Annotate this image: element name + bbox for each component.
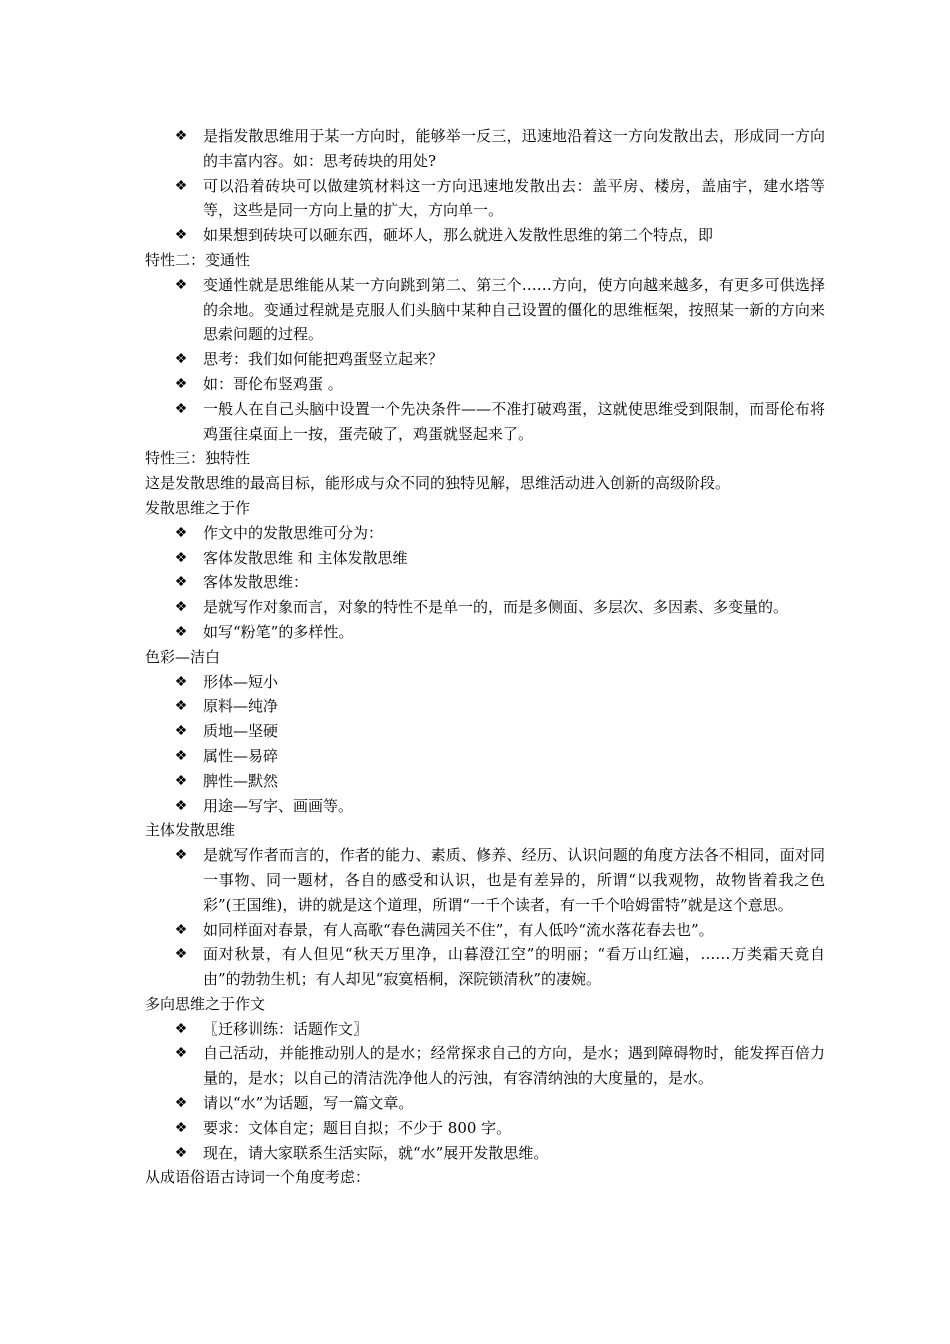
list-item-text: 变通性就是思维能从某一方向跳到第二、第三个……方向，使方向越来越多，有更多可供选择的余地。变通过程就是克服人们头脑中某种自己设置的僵化的思维框架，按照某一新的方向来思索问题的过程。 — [203, 275, 825, 344]
diamond-bullet-icon: ❖ — [174, 1045, 188, 1062]
diamond-bullet-icon: ❖ — [174, 128, 188, 144]
section-heading: 这是发散思维的最高目标，能形成与众不同的独特见解，思维活动进入创新的高级阶段。 — [145, 474, 731, 493]
diamond-bullet-icon: ❖ — [174, 797, 188, 814]
diamond-bullet-icon: ❖ — [174, 698, 188, 715]
list-item — [145, 174, 825, 224]
list-item — [145, 1116, 825, 1141]
diamond-bullet-icon: ❖ — [174, 599, 188, 616]
list-item — [145, 843, 825, 917]
bullet-list — [145, 843, 825, 992]
list-item-text: 客体发散思维： — [203, 573, 309, 592]
bullet-list — [145, 1017, 825, 1166]
list-item — [145, 670, 825, 695]
list-item-text: 要求：文体自定；题目自拟；不少于 800 字。 — [203, 1118, 512, 1137]
list-item-text: 客体发散思维 和 主体发散思维 — [203, 548, 408, 567]
list-item — [145, 124, 825, 174]
list-item-text: 作文中的发散思维可分为： — [203, 523, 384, 542]
list-item-text: 一般人在自己头脑中设置一个先决条件——不准打破鸡蛋，这就使思维受到限制，而哥伦布将鸡蛋往桌面上一按，蛋壳破了，鸡蛋就竖起来了。 — [203, 399, 825, 443]
list-item-text: 面对秋景，有人但见“秋天万里净，山暮澄江空”的明丽；“看万山红遍，……万类霜天竟自由”的勃勃生机；有人却见“寂寞梧桐，深院锁清秋”的凄婉。 — [203, 945, 825, 989]
bullet-list — [145, 521, 825, 645]
list-item — [145, 620, 825, 645]
list-item-text: 请以“水”为话题，写一篇文章。 — [203, 1094, 414, 1113]
diamond-bullet-icon: ❖ — [174, 276, 188, 293]
diamond-bullet-icon: ❖ — [174, 227, 188, 244]
section-heading: 特性二：变通性 — [145, 250, 251, 269]
section-heading: 特性三：独特性 — [145, 449, 251, 468]
diamond-bullet-icon: ❖ — [174, 921, 188, 938]
list-item-text: 思考：我们如何能把鸡蛋竖立起来？ — [203, 350, 444, 369]
list-item — [145, 942, 825, 992]
diamond-bullet-icon: ❖ — [174, 673, 188, 690]
diamond-bullet-icon: ❖ — [174, 1020, 188, 1037]
section-heading: 从成语俗语古诗词一个角度考虑： — [145, 1168, 371, 1187]
list-item — [145, 372, 825, 397]
diamond-bullet-icon: ❖ — [174, 723, 188, 740]
diamond-bullet-icon: ❖ — [174, 847, 188, 864]
list-item-text: 是就写作者而言的，作者的能力、素质、修养、经历、认识问题的角度方法各不相同，面对同一事物、同一题材，各自的感受和认识，也是有差异的，所谓“以我观物，故物皆着我之色彩”(王国维)，讲的就是这个道理，所谓“一千个读者，有一千个哈姆雷特”就是这个意思。 — [203, 846, 825, 914]
list-item-text: 如同样面对春景，有人高歌“春色满园关不住”，有人低吟“流水落花春去也”。 — [203, 920, 714, 939]
diamond-bullet-icon: ❖ — [174, 524, 188, 541]
diamond-bullet-icon: ❖ — [174, 946, 188, 963]
list-item — [145, 719, 825, 744]
list-item-text: 质地—坚硬 — [203, 722, 279, 741]
list-item-text: 如：哥伦布竖鸡蛋 。 — [203, 374, 343, 393]
list-item — [145, 397, 825, 447]
list-item-text: 如果想到砖块可以砸东西，砸坏人，那么就进入发散性思维的第二个特点，即 — [203, 226, 714, 245]
diamond-bullet-icon: ❖ — [174, 772, 188, 789]
list-item-text: 如写“粉笔”的多样性。 — [203, 622, 354, 641]
list-item — [145, 546, 825, 571]
list-item — [145, 769, 825, 794]
list-item-text: 可以沿着砖块可以做建筑材料这一方向迅速地发散出去：盖平房、楼房，盖庙宇，建水塔等等，这些是同一方向上量的扩大，方向单一。 — [203, 176, 825, 220]
list-item — [145, 1091, 825, 1116]
diamond-bullet-icon: ❖ — [174, 177, 188, 194]
list-item — [145, 347, 825, 372]
bullet-list — [145, 670, 825, 819]
list-item-text: 原料—纯净 — [203, 697, 279, 716]
list-item — [145, 744, 825, 769]
list-item — [145, 521, 825, 546]
list-item — [145, 694, 825, 719]
diamond-bullet-icon: ❖ — [174, 351, 188, 368]
list-item — [145, 595, 825, 620]
document-body — [145, 124, 825, 1190]
list-item — [145, 570, 825, 595]
diamond-bullet-icon: ❖ — [174, 375, 188, 392]
list-item-text: 〖迁移训练：话题作文〗 — [203, 1019, 369, 1038]
diamond-bullet-icon: ❖ — [174, 400, 188, 417]
list-item-text: 现在，请大家联系生活实际，就“水”展开发散思维。 — [203, 1143, 549, 1162]
diamond-bullet-icon: ❖ — [174, 1119, 188, 1136]
diamond-bullet-icon: ❖ — [174, 549, 188, 566]
section-heading: 多向思维之于作文 — [145, 994, 266, 1013]
list-item — [145, 918, 825, 943]
diamond-bullet-icon: ❖ — [174, 747, 188, 764]
bullet-list — [145, 124, 825, 248]
list-item — [145, 1017, 825, 1042]
list-item-text: 属性—易碎 — [203, 746, 279, 765]
diamond-bullet-icon: ❖ — [174, 1095, 188, 1112]
list-item-text: 用途—写字、画画等。 — [203, 796, 354, 815]
list-item-text: 是就写作对象而言，对象的特性不是单一的，而是多侧面、多层次、多因素、多变量的。 — [203, 598, 789, 617]
section-heading: 发散思维之于作 — [145, 498, 251, 517]
list-item-text: 是指发散思维用于某一方向时，能够举一反三，迅速地沿着这一方向发散出去，形成同一方向的丰富内容。如：思考砖块的用处? — [203, 127, 825, 170]
bullet-list — [145, 273, 825, 447]
list-item — [145, 1041, 825, 1091]
list-item — [145, 223, 825, 248]
section-heading: 色彩—洁白 — [145, 647, 221, 666]
list-item — [145, 273, 825, 347]
list-item — [145, 794, 825, 819]
diamond-bullet-icon: ❖ — [174, 1144, 188, 1161]
list-item-text: 脾性—默然 — [203, 771, 279, 790]
list-item-text: 形体—短小 — [203, 672, 279, 691]
section-heading: 主体发散思维 — [145, 821, 236, 840]
list-item-text: 自己活动，并能推动别人的是水；经常探求自己的方向，是水；遇到障碍物时，能发挥百倍力量的，是水；以自己的清洁洗净他人的污浊，有容清纳浊的大度量的，是水。 — [203, 1044, 825, 1088]
list-item — [145, 1141, 825, 1166]
diamond-bullet-icon: ❖ — [174, 623, 188, 640]
diamond-bullet-icon: ❖ — [174, 574, 188, 591]
